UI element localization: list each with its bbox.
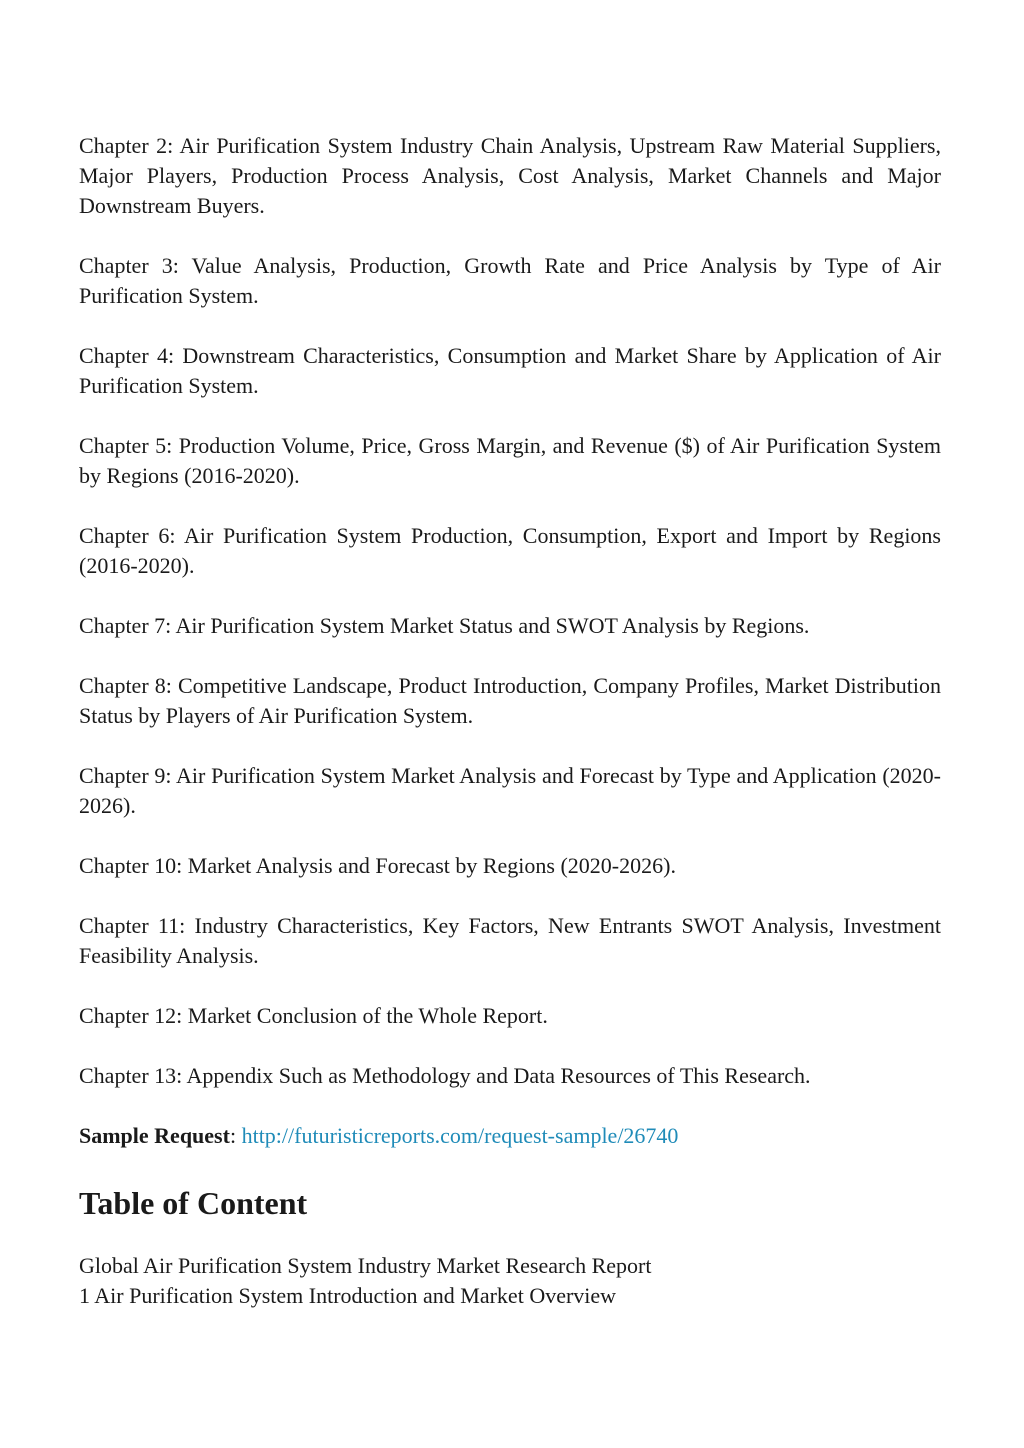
chapter-paragraph: Chapter 9: Air Purification System Market Analysis and Forecast by Type and Application (2020-2026).	[79, 763, 941, 818]
chapter-paragraph: Chapter 8: Competitive Landscape, Product Introduction, Company Profiles, Market Distribution Status by Players of Air Purification System.	[79, 673, 941, 728]
toc-item: 1 Air Purification System Introduction and Market Overview	[79, 1283, 617, 1308]
chapter-paragraph: Chapter 10: Market Analysis and Forecast by Regions (2020-2026).	[79, 853, 676, 878]
chapter-paragraph: Chapter 2: Air Purification System Industry Chain Analysis, Upstream Raw Material Suppliers, Major Players, Production Process Analysis, Cost Analysis, Market Channels and Major Downstream Buyers.	[79, 133, 941, 218]
chapter-paragraph: Chapter 7: Air Purification System Market Status and SWOT Analysis by Regions.	[79, 613, 810, 638]
toc-list	[79, 1251, 941, 1311]
sample-request-link[interactable]: http://futuristicreports.com/request-sample/26740	[241, 1123, 679, 1148]
toc-item: Global Air Purification System Industry Market Research Report	[79, 1253, 652, 1278]
chapter-paragraph: Chapter 12: Market Conclusion of the Whole Report.	[79, 1003, 548, 1028]
table-of-content-heading: Table of Content	[79, 1185, 308, 1221]
chapter-paragraph: Chapter 5: Production Volume, Price, Gross Margin, and Revenue ($) of Air Purification System by Regions (2016-2020).	[79, 433, 941, 488]
sample-request-label: Sample Request	[79, 1123, 230, 1148]
document-page	[79, 131, 941, 1311]
chapter-paragraph: Chapter 13: Appendix Such as Methodology and Data Resources of This Research.	[79, 1063, 811, 1088]
sample-request-separator: :	[229, 1123, 237, 1148]
chapter-paragraph: Chapter 4: Downstream Characteristics, Consumption and Market Share by Application of Air Purification System.	[79, 343, 941, 398]
chapter-paragraph: Chapter 11: Industry Characteristics, Key Factors, New Entrants SWOT Analysis, Investment Feasibility Analysis.	[79, 913, 941, 968]
sample-request-line	[79, 1121, 941, 1151]
chapter-paragraph: Chapter 6: Air Purification System Production, Consumption, Export and Import by Regions (2016-2020).	[79, 523, 941, 578]
chapter-paragraph: Chapter 3: Value Analysis, Production, Growth Rate and Price Analysis by Type of Air Purification System.	[79, 253, 941, 308]
